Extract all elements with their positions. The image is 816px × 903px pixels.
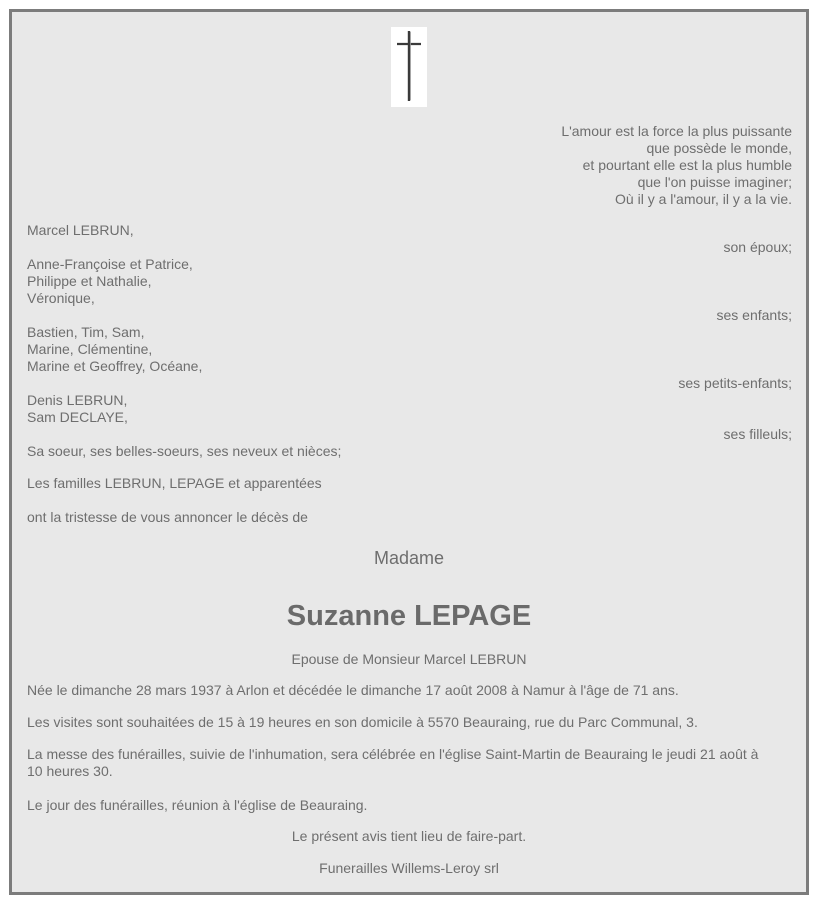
poem-line: que possède le monde, — [646, 140, 792, 156]
obituary-card — [9, 9, 809, 895]
poem-line: L'amour est la force la plus puissante — [561, 123, 792, 139]
visits-line: Les visites sont souhaitées de 15 à 19 heures en son domicile à 5570 Beauraing, rue du Parc Communal, 3. — [27, 714, 698, 730]
notice-line: Le présent avis tient lieu de faire-part. — [291, 828, 527, 844]
grandchild-line: Marine, Clémentine, — [27, 341, 153, 357]
mass-line: La messe des funérailles, suivie de l'inhumation, sera célébrée en l'église Saint-Martin de Beauraing le jeudi 21 août à — [27, 746, 759, 762]
latin-cross-icon — [391, 27, 427, 107]
mass-line-continued: 10 heures 30. — [27, 763, 113, 779]
grandchild-line: Bastien, Tim, Sam, — [27, 324, 145, 340]
cross-panel — [391, 27, 427, 107]
gathering-line: Le jour des funérailles, réunion à l'église de Beauraing. — [27, 797, 368, 813]
families-line: Les familles LEBRUN, LEPAGE et apparentées — [27, 475, 322, 491]
child-line: Philippe et Nathalie, — [27, 273, 152, 289]
announcement-line: ont la tristesse de vous annoncer le décès de — [27, 509, 308, 525]
spouse-name: Marcel LEBRUN, — [27, 222, 134, 238]
poem-line: Où il y a l'amour, il y a la vie. — [615, 191, 792, 207]
grandchildren-role: ses petits-enfants; — [678, 375, 792, 391]
godchild-line: Sam DECLAYE, — [27, 409, 128, 425]
funeral-home: Funerailles Willems-Leroy srl — [319, 860, 499, 876]
poem-quote — [561, 123, 792, 208]
poem-line: que l'on puisse imaginer; — [637, 174, 792, 190]
child-line: Anne-Françoise et Patrice, — [27, 256, 193, 272]
spouse-role: son époux; — [723, 239, 792, 255]
godchildren-role: ses filleuls; — [723, 426, 792, 442]
child-line: Véronique, — [27, 290, 95, 306]
spouse-of-line: Epouse de Monsieur Marcel LEBRUN — [291, 651, 527, 667]
grandchild-line: Marine et Geoffrey, Océane, — [27, 358, 203, 374]
birth-death-line: Née le dimanche 28 mars 1937 à Arlon et décédée le dimanche 17 août 2008 à Namur à l'âge de 71 ans. — [27, 682, 679, 698]
poem-line: et pourtant elle est la plus humble — [582, 157, 792, 173]
godchild-line: Denis LEBRUN, — [27, 392, 128, 408]
children-role: ses enfants; — [716, 307, 792, 323]
deceased-title: Madame — [373, 548, 445, 568]
deceased-name: Suzanne LEPAGE — [286, 600, 532, 632]
siblings-line: Sa soeur, ses belles-soeurs, ses neveux et nièces; — [27, 443, 342, 459]
